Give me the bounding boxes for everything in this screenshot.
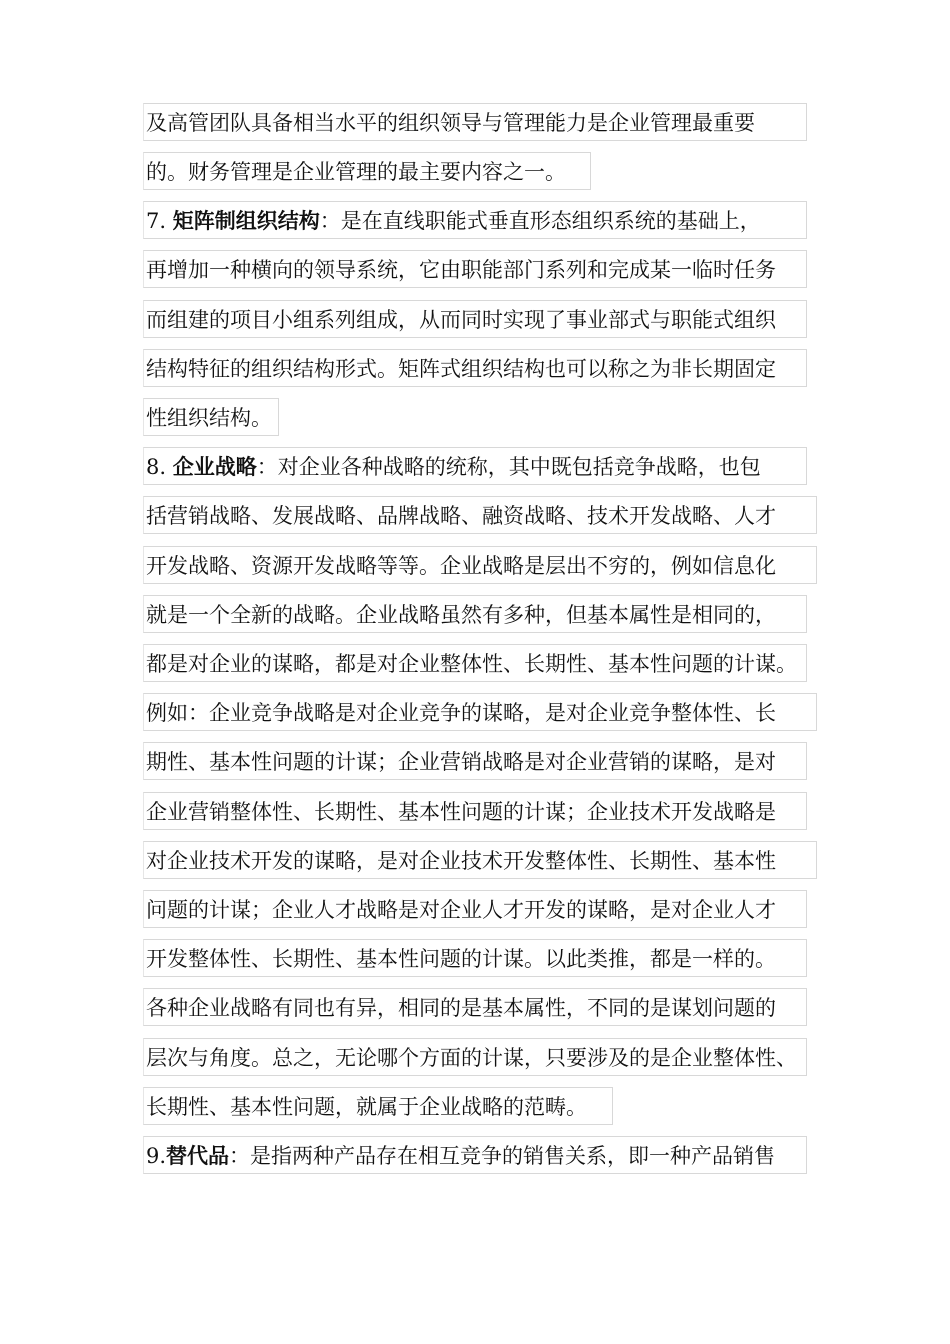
text-line xyxy=(143,988,807,1026)
text-line xyxy=(143,841,817,879)
term-heading: 企业战略 xyxy=(172,454,257,479)
text-segment: 例如：企业竞争战略是对企业竞争的谋略，是对企业竞争整体性、长 xyxy=(146,701,776,725)
text-segment: 再增加一种横向的领导系统，它由职能部门系列和完成某一临时任务 xyxy=(146,258,776,282)
text-line xyxy=(143,398,279,436)
text-line xyxy=(143,792,807,830)
text-segment: 层次与角度。总之，无论哪个方面的计谋，只要涉及的是企业整体性、 xyxy=(146,1046,797,1070)
text-line xyxy=(143,447,807,485)
text-line xyxy=(143,939,807,977)
text-line xyxy=(143,644,807,682)
text-line xyxy=(143,349,807,387)
text-segment: 的。财务管理是企业管理的最主要内容之一。 xyxy=(146,160,566,184)
text-segment: ：对企业各种战略的统称，其中既包括竞争战略，也包 xyxy=(256,455,761,479)
text-line xyxy=(143,1087,613,1125)
text-segment: 问题的计谋；企业人才战略是对企业人才开发的谋略，是对企业人才 xyxy=(146,898,776,922)
text-line xyxy=(143,496,817,534)
text-line xyxy=(143,890,807,928)
text-segment: 性组织结构。 xyxy=(146,406,272,430)
text-segment: 9. xyxy=(146,1144,167,1168)
text-line xyxy=(143,742,807,780)
text-segment: 而组建的项目小组系列组成，从而同时实现了事业部式与职能式组织 xyxy=(146,308,776,332)
text-line xyxy=(143,201,807,239)
text-line xyxy=(143,103,807,141)
text-segment: 就是一个全新的战略。企业战略虽然有多种，但基本属性是相同的， xyxy=(146,603,776,627)
text-segment: 结构特征的组织结构形式。矩阵式组织结构也可以称之为非长期固定 xyxy=(146,357,776,381)
text-segment: 各种企业战略有同也有异，相同的是基本属性，不同的是谋划问题的 xyxy=(146,996,776,1020)
text-line xyxy=(143,1038,807,1076)
text-line xyxy=(143,250,807,288)
text-line xyxy=(143,546,817,584)
text-segment: 括营销战略、发展战略、品牌战略、融资战略、技术开发战略、人才 xyxy=(146,504,776,528)
text-segment: 7. xyxy=(146,209,173,233)
text-segment: 及高管团队具备相当水平的组织领导与管理能力是企业管理最重要 xyxy=(146,111,755,135)
text-segment: 企业营销整体性、长期性、基本性问题的计谋；企业技术开发战略是 xyxy=(146,800,776,824)
text-segment: 长期性、基本性问题，就属于企业战略的范畴。 xyxy=(146,1095,587,1119)
text-segment: 开发战略、资源开发战略等等。企业战略是层出不穷的，例如信息化 xyxy=(146,554,776,578)
text-line xyxy=(143,1136,807,1174)
text-line xyxy=(143,300,807,338)
text-segment: ：是在直线职能式垂直形态组织系统的基础上， xyxy=(319,209,761,233)
text-segment: 对企业技术开发的谋略，是对企业技术开发整体性、长期性、基本性 xyxy=(146,849,776,873)
text-segment: 都是对企业的谋略，都是对企业整体性、长期性、基本性问题的计谋。 xyxy=(146,652,797,676)
text-segment: 开发整体性、长期性、基本性问题的计谋。以此类推，都是一样的。 xyxy=(146,947,776,971)
text-line xyxy=(143,595,807,633)
term-heading: 矩阵制组织结构 xyxy=(172,208,320,233)
text-segment: ：是指两种产品存在相互竞争的销售关系，即一种产品销售 xyxy=(229,1144,776,1168)
text-segment: 期性、基本性问题的计谋；企业营销战略是对企业营销的谋略，是对 xyxy=(146,750,776,774)
text-line xyxy=(143,152,591,190)
term-heading: 替代品 xyxy=(166,1143,230,1168)
text-line xyxy=(143,693,817,731)
text-segment: 8. xyxy=(146,455,173,479)
